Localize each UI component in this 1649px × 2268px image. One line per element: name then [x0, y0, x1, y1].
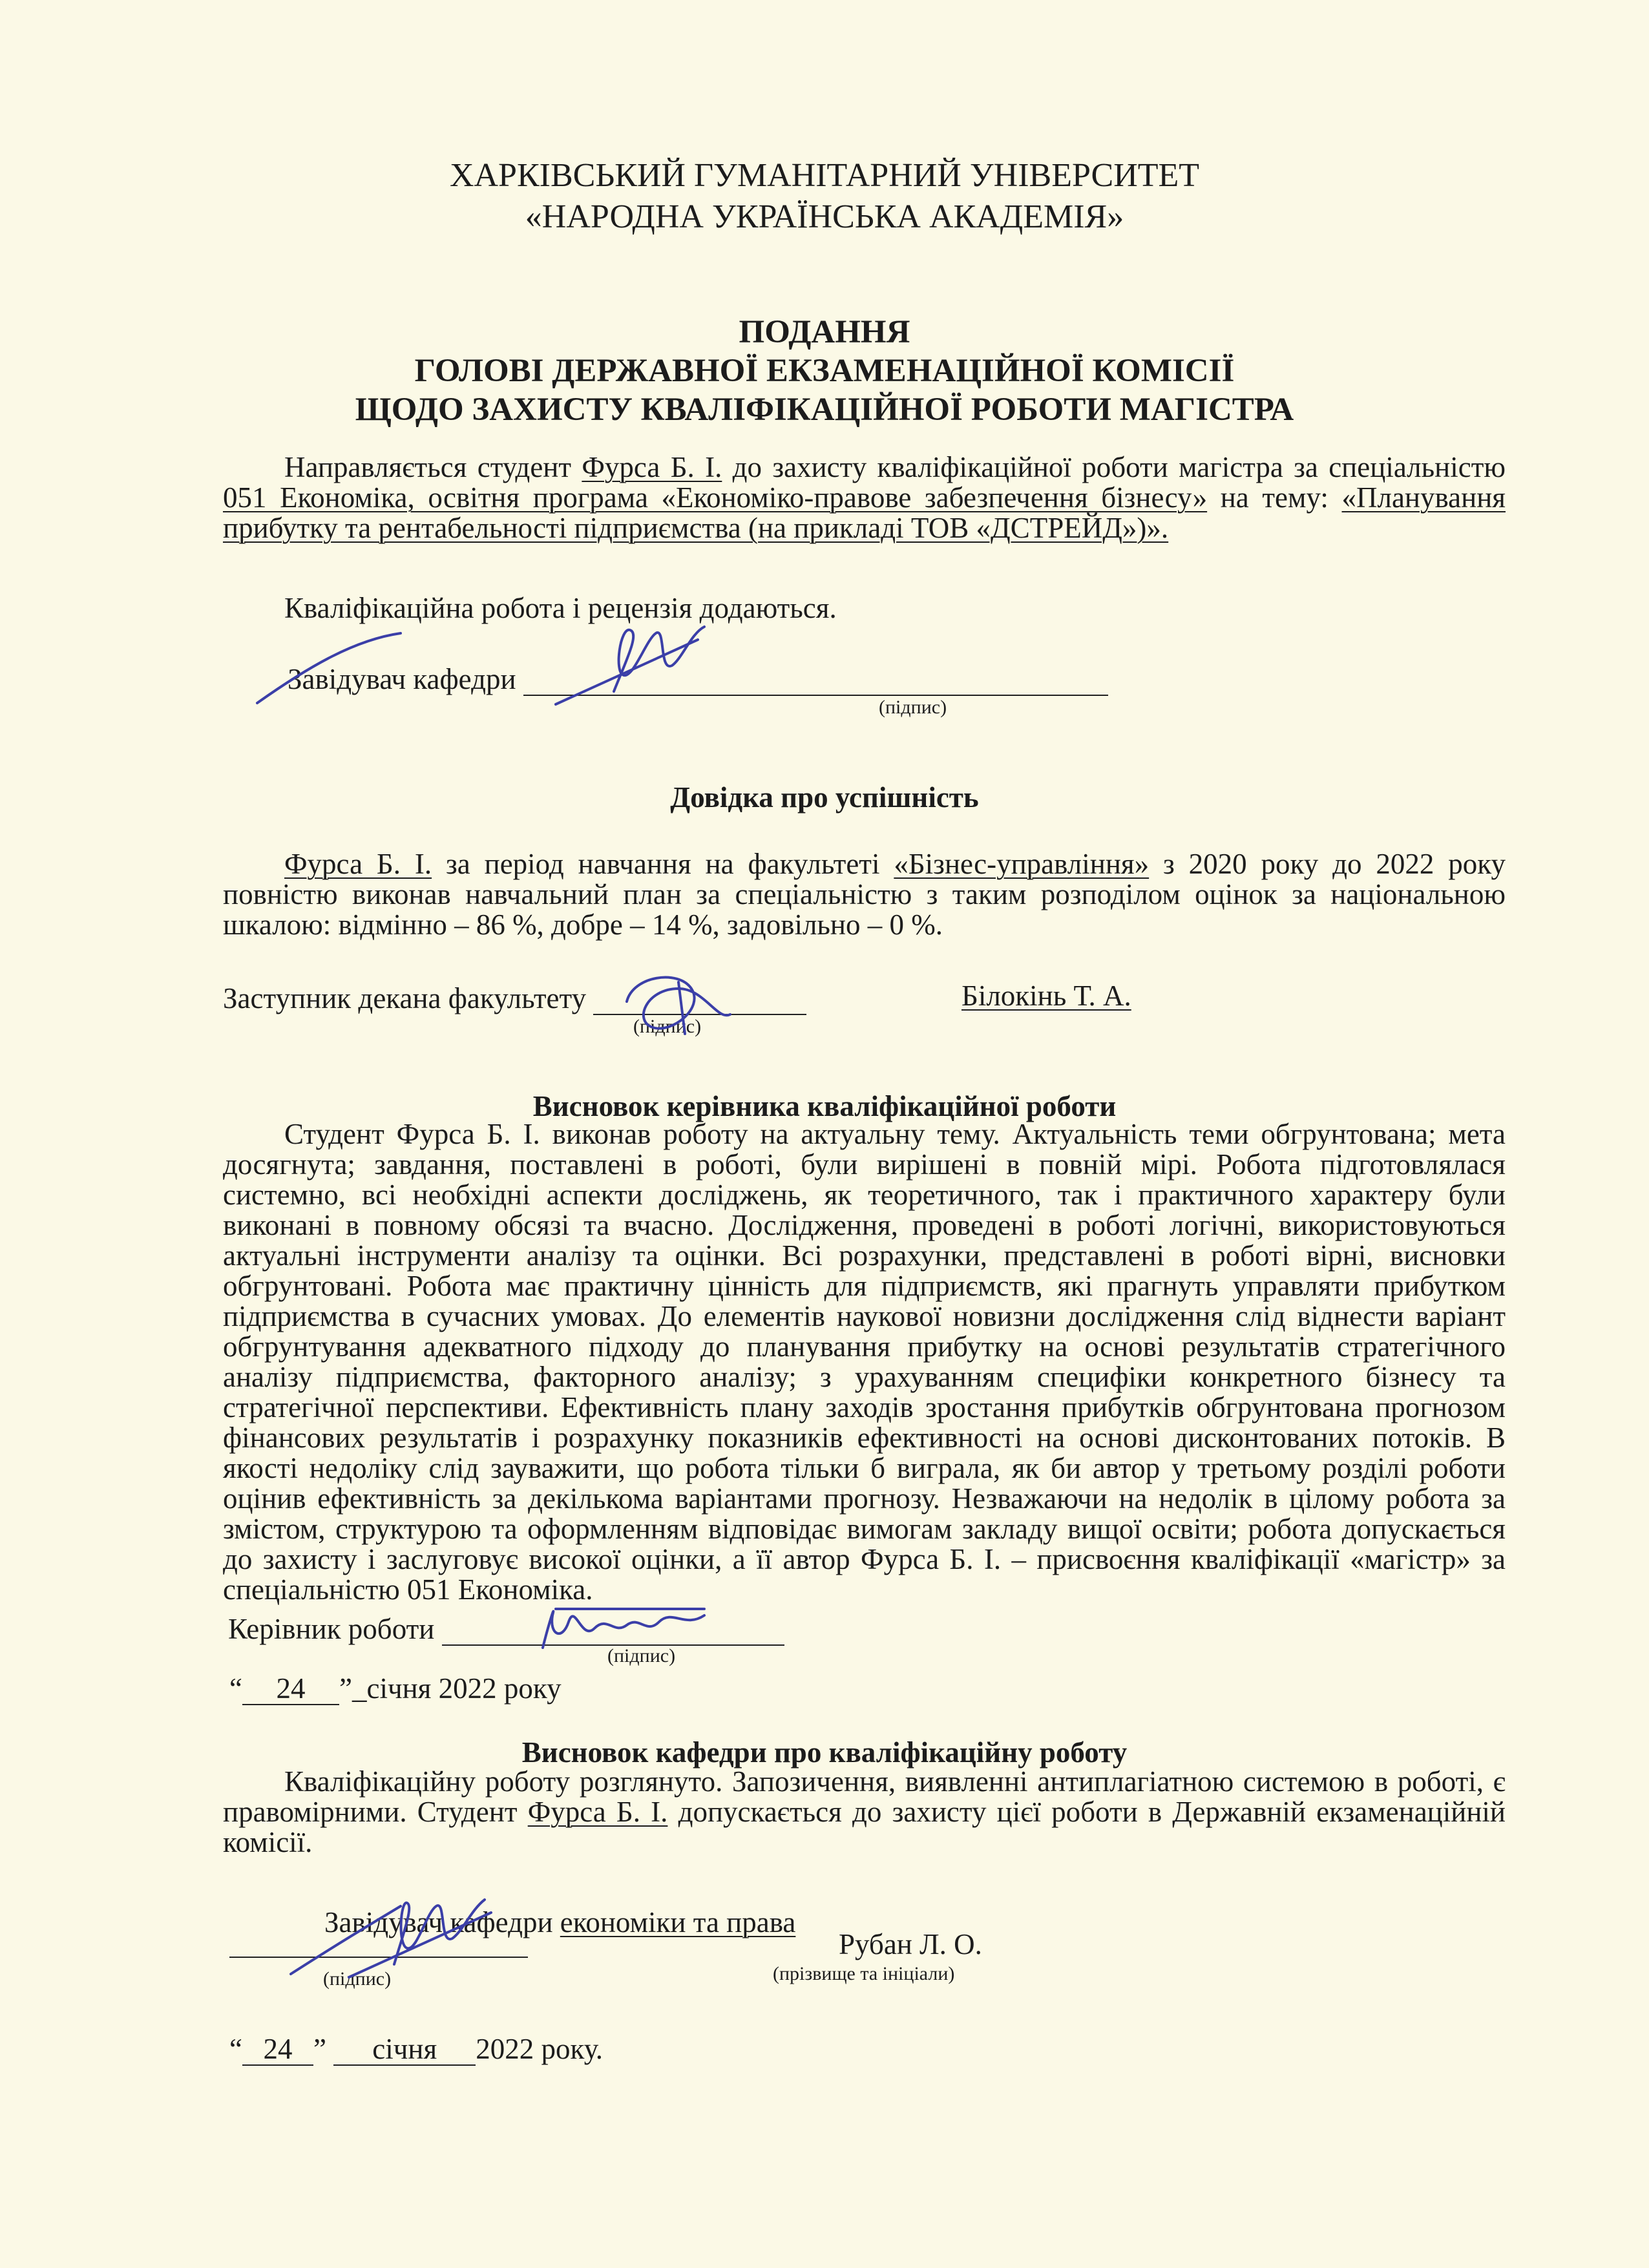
deputy-signature-caption: (підпис)	[633, 1016, 702, 1037]
department-date-close: ”	[313, 2033, 326, 2065]
department-student: Фурса Б. І.	[527, 1796, 668, 1828]
deputy-dean-name: Білокінь Т. А.	[961, 980, 1131, 1012]
department-signature-caption: (підпис)	[323, 1968, 392, 1990]
department-head-name: Рубан Л. О.	[839, 1928, 982, 1960]
department-conclusion-text	[223, 1767, 1506, 1858]
university-line-2: «НАРОДНА УКРАЇНСЬКА АКАДЕМІЯ»	[525, 198, 1124, 235]
heading-line-2: ГОЛОВІ ДЕРЖАВНОЇ ЕКЗАМЕНАЦІЙНОЇ КОМІСІЇ	[414, 353, 1235, 389]
department-date-year: 2022 року.	[476, 2033, 603, 2065]
department-title: Висновок кафедри про кваліфікаційну роботу	[521, 1736, 1128, 1769]
department-date-open: “	[229, 2033, 242, 2065]
signature-caption: (підпис)	[879, 697, 947, 718]
supervisor-text: Студент Фурса Б. І. виконав роботу на актуальну тему. Актуальність теми обгрунтована; мета досягнута; завдання, поставлені в роботі, були вирішені в повній мірі. Робота підготовлялася системно, всі необхідні аспекти досліджень, як теоретичного, так і практичного характеру були виконані в повному обсязі та вчасно. Дослідження, проведені в роботі логічні, використовуються актуальні інструменти аналізу та оцінки. Всі розрахунки, представлені в роботі вірні, висновки обгрунтовані. Робота має практичну цінність для підприємств, які прагнуть управляти прибутком підприємства в сучасних умовах. До елементів наукової новизни дослідження слід віднести варіант обгрунтування адекватного підходу до планування прибутку на основі результатів стратегічного аналізу підприємства, факторного аналізу; з урахуванням специфіки конкретного бізнесу та стратегічної перспективи. Ефективність плану заходів зростання прибутків обгрунтована прогнозом фінансових результатів і розрахунку показників ефективності на основі дисконтованих потоків. В якості недоліку слід зауважити, що робота тільки б виграла, як би автор у третьому розділі роботи оцінив ефективність за декількома варіантами прогнозу. Незважаючи на недолік в цілому робота за змістом, структурою та оформленням відповідає вимогам закладу вищої освіти; робота допускається до захисту і заслуговує високої оцінки, а її автор Фурса Б. І. – присвоєння кваліфікації «магістр» за спеціальністю 051 Економіка.	[223, 1118, 1506, 1606]
supervisor-date-open: “	[229, 1672, 242, 1705]
supervisor-signature	[530, 1596, 717, 1661]
head-of-department-label: Завідувач кафедри	[288, 663, 523, 695]
department-date-day: 24	[263, 2033, 293, 2065]
heading-line-1: ПОДАННЯ	[739, 314, 910, 350]
supervisor-signature-caption: (підпис)	[607, 1645, 676, 1666]
department-text-post: допускається до захисту цієї роботи в Державній екзаменаційній комісії.	[223, 1796, 1506, 1858]
faculty-name: «Бізнес-управління»	[894, 848, 1150, 880]
performance-title: Довідка про успішність	[670, 781, 979, 814]
referral-mid: до захисту кваліфікаційної роботи магістра за спеціальністю	[722, 451, 1506, 483]
topic-pre: на тему:	[1207, 481, 1342, 514]
department-date	[229, 2034, 603, 2066]
thesis-topic: «Планування прибутку та рентабельності підприємства (на прикладі ТОВ «ДСТРЕЙД»)».	[223, 481, 1506, 544]
specialty: 051 Економіка, освітня програма «Економіко-правове забезпечення бізнесу»	[223, 481, 1208, 514]
deputy-signature	[620, 963, 750, 1047]
supervisor-date-close: ”	[339, 1672, 352, 1705]
referral-paragraph	[223, 452, 1506, 543]
department-date-month: січня	[372, 2033, 437, 2065]
university-name	[0, 155, 1649, 238]
university-line-1: ХАРКІВСЬКИЙ ГУМАНІТАРНИЙ УНІВЕРСИТЕТ	[449, 157, 1200, 194]
department-head-label: Завідувач кафедри	[324, 1906, 560, 1938]
department-name-caption: (прізвище та ініціали)	[773, 1963, 955, 1984]
heading-line-3: ЩОДО ЗАХИСТУ КВАЛІФІКАЦІЙНОЇ РОБОТИ МАГІСТРА	[355, 392, 1294, 428]
supervisor-date-day: 24	[276, 1672, 306, 1705]
deputy-dean-label: Заступник декана факультету	[223, 982, 594, 1014]
referral-pre: Направляється студент	[284, 451, 582, 483]
supervisor-title: Висновок керівника кваліфікаційної роботи	[532, 1090, 1117, 1122]
supervisor-date	[229, 1674, 562, 1705]
performance-paragraph	[223, 849, 1506, 940]
document-heading	[0, 313, 1649, 429]
department-name: економіки та права	[560, 1906, 796, 1938]
performance-student: Фурса Б. І.	[284, 848, 432, 880]
performance-text-2: з 2020 року до 2022 року повністю виконав навчальний план за спеціальністю з таким розподілом оцінок за національною шкалою: відмінно – 86 %, добре – 14 %, задовільно – 0 %.	[223, 848, 1506, 941]
attachments-note: Кваліфікаційна робота і рецензія додаються.	[284, 592, 837, 624]
performance-text-1: за період навчання на факультеті	[432, 848, 894, 880]
department-head-signature	[284, 1887, 498, 1984]
supervisor-label: Керівник роботи	[228, 1613, 442, 1645]
student-name: Фурса Б. І.	[582, 451, 722, 483]
department-text-pre: Кваліфікаційну роботу розглянуто. Запозичення, виявленні антиплагіатною системою в роботі, є правомірними. Студент	[223, 1765, 1506, 1828]
head-signature	[252, 620, 717, 717]
supervisor-conclusion-text	[223, 1119, 1506, 1605]
supervisor-date-rest: _січня 2022 року	[352, 1672, 562, 1705]
